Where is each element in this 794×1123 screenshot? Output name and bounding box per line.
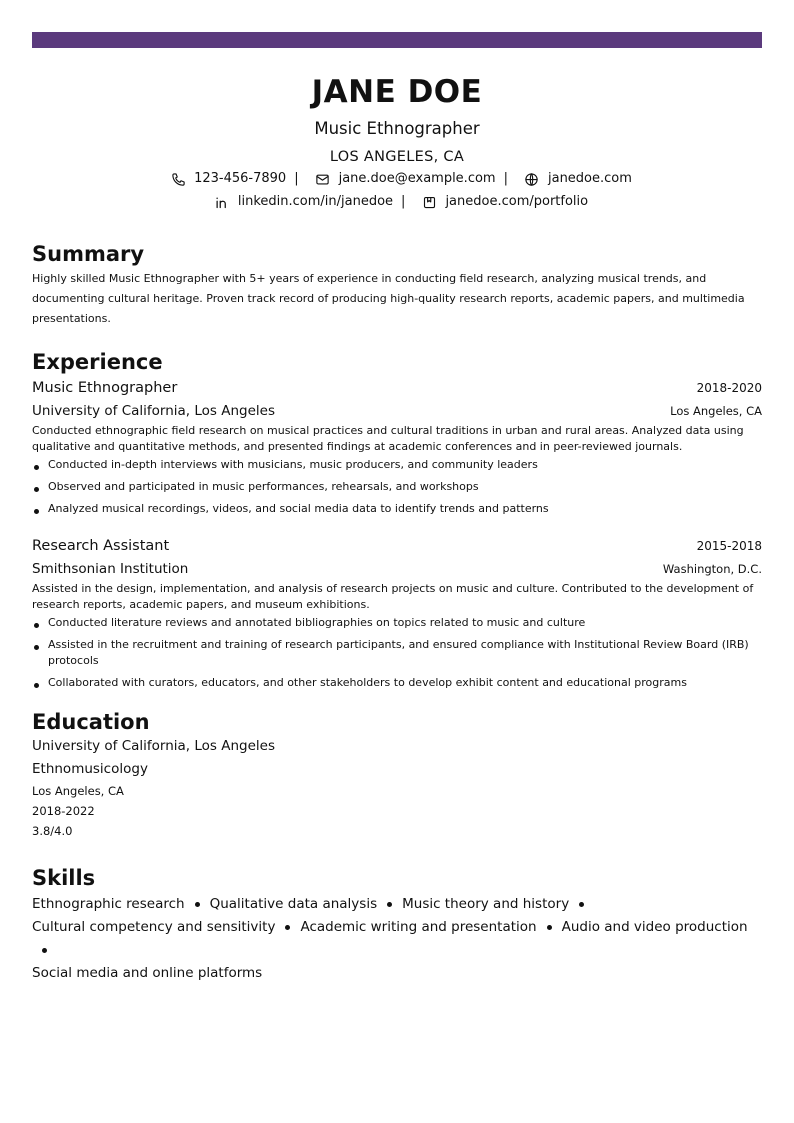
- bullet-dot: [285, 925, 290, 930]
- skills-section: [32, 865, 762, 985]
- portfolio-link[interactable]: janedoe.com/portfolio: [445, 194, 589, 209]
- skills-heading: Skills: [32, 866, 96, 890]
- bullet-dot: [547, 925, 552, 930]
- list-item: Conducted literature reviews and annotated bibliographies on topics related to music and culture: [32, 615, 762, 631]
- bullet-dot: [195, 902, 200, 907]
- job-entry-description: Assisted in the design, implementation, and analysis of research projects on music and culture. Contributed to the development of research reports, academic papers, and museum exhibitions.: [32, 582, 754, 611]
- education-gpa: 3.8/4.0: [32, 824, 73, 838]
- job-entry-dates: 2015-2018: [696, 539, 762, 553]
- skill-item: Academic writing and presentation: [300, 919, 537, 935]
- job-entry-org: University of California, Los Angeles: [32, 403, 276, 419]
- list-item: Analyzed musical recordings, videos, and social media data to identify trends and patterns: [32, 501, 762, 517]
- portfolio-icon: [421, 194, 437, 210]
- job-entry-org: Smithsonian Institution: [32, 561, 189, 577]
- skills-list: [32, 893, 762, 985]
- resume-page: [32, 72, 762, 985]
- bullet-dot: [579, 902, 584, 907]
- job-entry-title: Research Assistant: [32, 538, 170, 554]
- contact-row-secondary: [32, 191, 762, 213]
- separator: |: [401, 194, 406, 209]
- contact-row-primary: [32, 168, 762, 190]
- job-entry-description: Conducted ethnographic field research on musical practices and cultural traditions in urban and rural areas. Analyzed data using qualitative and quantitative methods, and presented findings at academic conferences and in peer-reviewed journals.: [32, 424, 744, 453]
- job-entry: [32, 535, 762, 691]
- globe-icon: [524, 171, 540, 187]
- skill-item: Cultural competency and sensitivity: [32, 919, 276, 935]
- resume-header: [32, 72, 762, 213]
- education-location: Los Angeles, CA: [32, 784, 124, 798]
- phone-number[interactable]: 123-456-7890: [194, 171, 287, 186]
- job-entry-bullets: [32, 457, 762, 517]
- experience-heading: Experience: [32, 350, 163, 374]
- accent-bar: [32, 32, 762, 48]
- summary-section: [32, 241, 762, 329]
- job-entry-location: Washington, D.C.: [662, 562, 762, 576]
- bullet-dot: [42, 948, 47, 953]
- list-item: Assisted in the recruitment and training of research participants, and ensured compliance with Institutional Review Board (IRB) protocols: [32, 637, 762, 669]
- skill-item: Ethnographic research: [32, 896, 185, 912]
- bullet-dot: [387, 902, 392, 907]
- job-entry-bullets: [32, 615, 762, 691]
- job-entry-dates: 2018-2020: [696, 381, 762, 395]
- email-icon: [315, 171, 331, 187]
- phone-icon: [170, 171, 186, 187]
- linkedin-link[interactable]: linkedin.com/in/janedoe: [237, 194, 394, 209]
- job-entry-location: Los Angeles, CA: [670, 404, 762, 418]
- job-title: Music Ethnographer: [314, 119, 480, 138]
- education-field: Ethnomusicology: [32, 761, 148, 777]
- separator: |: [503, 171, 508, 186]
- separator: |: [294, 171, 299, 186]
- education-heading: Education: [32, 710, 150, 734]
- summary-text: Highly skilled Music Ethnographer with 5+ years of experience in conducting field research, analyzing musical trends, and documenting cultural heritage. Proven track record of producing high-quality research reports, academic papers, and multimedia presentations.: [32, 272, 745, 325]
- job-entry: [32, 377, 762, 517]
- summary-heading: Summary: [32, 242, 145, 266]
- candidate-name: JANE DOE: [311, 74, 483, 110]
- email-link[interactable]: jane.doe@example.com: [338, 171, 496, 186]
- list-item: Conducted in-depth interviews with musicians, music producers, and community leaders: [32, 457, 762, 473]
- skill-item: Audio and video production: [561, 919, 748, 935]
- education-dates: 2018-2022: [32, 804, 95, 818]
- website-link[interactable]: janedoe.com: [547, 171, 632, 186]
- linkedin-icon: [214, 194, 230, 210]
- list-item: Observed and participated in music performances, rehearsals, and workshops: [32, 479, 762, 495]
- candidate-location: LOS ANGELES, CA: [329, 149, 465, 165]
- skill-item: Qualitative data analysis: [209, 896, 378, 912]
- education-section: [32, 709, 762, 841]
- education-school: University of California, Los Angeles: [32, 738, 276, 754]
- job-entry-title: Music Ethnographer: [32, 380, 178, 396]
- skill-item: Music theory and history: [402, 896, 570, 912]
- experience-section: [32, 349, 762, 691]
- list-item: Collaborated with curators, educators, and other stakeholders to develop exhibit content and educational programs: [32, 675, 762, 691]
- skill-item: Social media and online platforms: [32, 965, 263, 981]
